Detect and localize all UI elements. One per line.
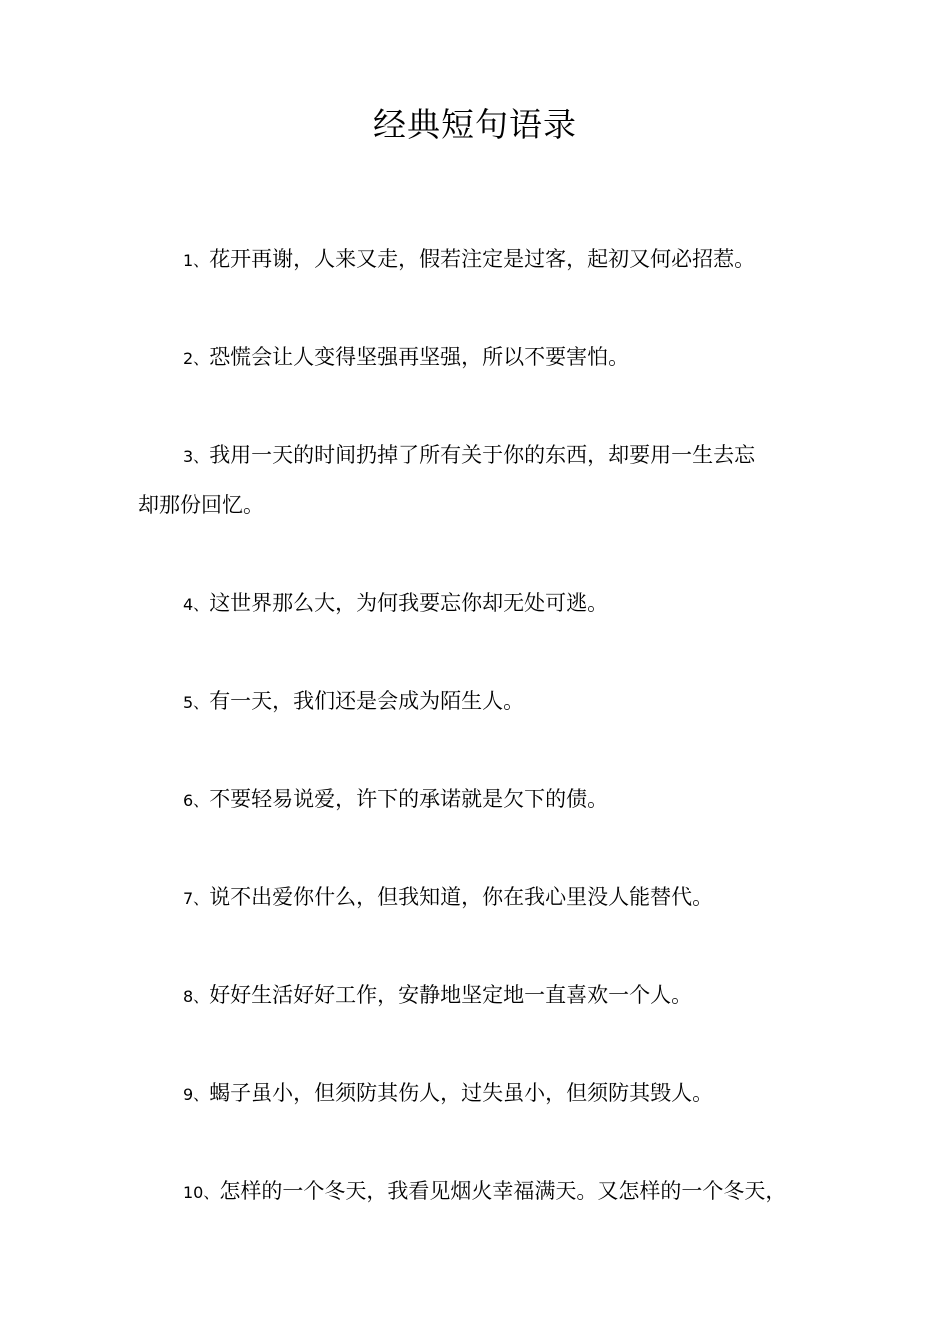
list-item <box>183 1176 786 1208</box>
list-item <box>183 882 713 914</box>
item-text: 好好生活好好工作，安静地坚定地一直喜欢一个人。 <box>209 983 693 1007</box>
item-text: 却那份回忆。 <box>138 493 264 517</box>
item-number: 8、 <box>183 987 210 1006</box>
item-number: 1、 <box>183 251 210 270</box>
item-number: 7、 <box>183 889 210 908</box>
list-item <box>183 686 524 718</box>
item-text: 这世界那么大，为何我要忘你却无处可逃。 <box>209 591 609 615</box>
item-text: 恐慌会让人变得坚强再坚强，所以不要害怕。 <box>209 345 630 369</box>
list-item-continuation <box>138 490 264 520</box>
item-text: 我用一天的时间扔掉了所有关于你的东西，却要用一生去忘 <box>209 443 756 467</box>
list-item <box>183 440 755 472</box>
item-number: 4、 <box>183 595 210 614</box>
item-number: 2、 <box>183 349 210 368</box>
list-item <box>183 588 608 620</box>
item-text: 有一天，我们还是会成为陌生人。 <box>209 689 525 713</box>
list-item <box>183 980 692 1012</box>
list-item <box>183 244 755 276</box>
item-text: 怎样的一个冬天，我看见烟火幸福满天。又怎样的一个冬天， <box>219 1179 787 1203</box>
item-number: 10、 <box>183 1183 220 1202</box>
list-item <box>183 342 629 374</box>
item-number: 5、 <box>183 693 210 712</box>
item-number: 6、 <box>183 791 210 810</box>
item-number: 9、 <box>183 1085 210 1104</box>
item-text: 蝎子虽小，但须防其伤人，过失虽小，但须防其毁人。 <box>209 1081 714 1105</box>
item-number: 3、 <box>183 447 210 466</box>
list-item <box>183 784 608 816</box>
page-title: 经典短句语录 <box>373 105 577 144</box>
item-text: 说不出爱你什么，但我知道，你在我心里没人能替代。 <box>209 885 714 909</box>
list-item <box>183 1078 713 1110</box>
item-text: 花开再谢，人来又走，假若注定是过客，起初又何必招惹。 <box>209 247 756 271</box>
item-text: 不要轻易说爱，许下的承诺就是欠下的债。 <box>209 787 609 811</box>
